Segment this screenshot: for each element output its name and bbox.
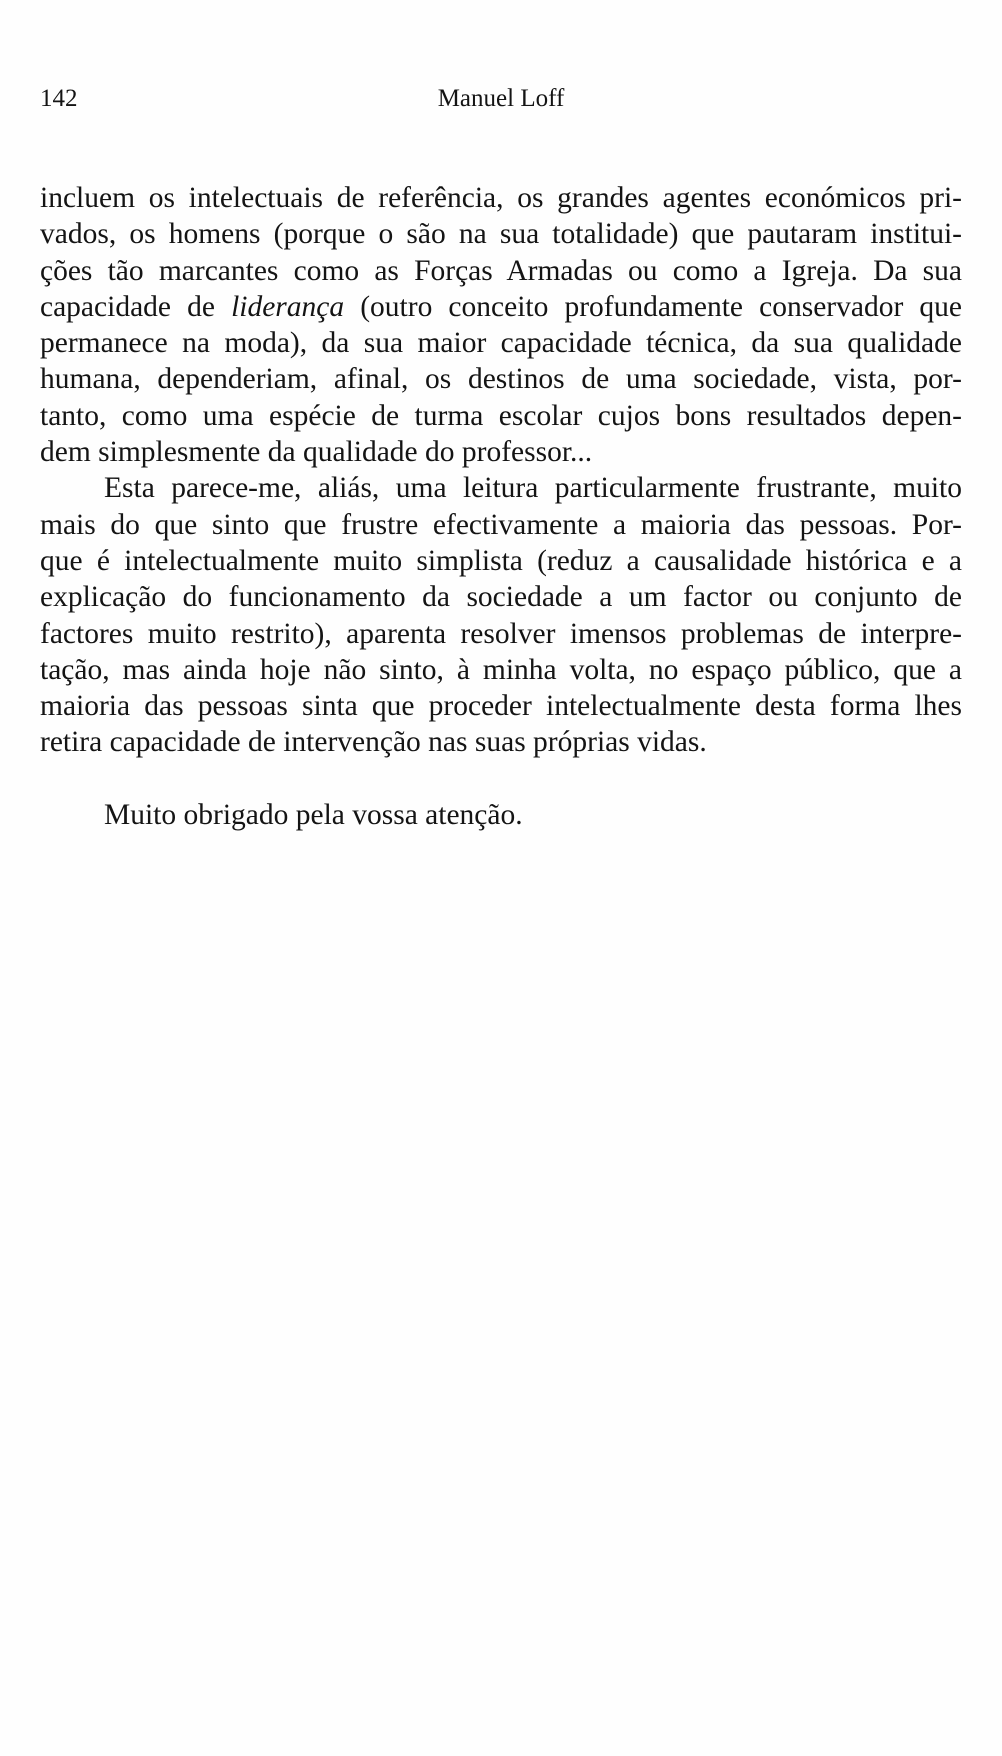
text-line: vados, os homens (porque o são na sua totalidade) que pautaram institui- [40,218,962,251]
closing-line: Muito obrigado pela vossa atenção. [104,798,523,831]
text-line: explicação do funcionamento da sociedade a um factor ou conjunto de [40,581,962,614]
paragraph-2 [40,470,962,760]
page-header [40,84,962,118]
text-line: tanto, como uma espécie de turma escolar cujos bons resultados depen- [40,399,962,432]
text-line: factores muito restrito), aparenta resolver imensos problemas de interpre- [40,617,962,650]
text-line: que é intelectualmente muito simplista (reduz a causalidade histórica e a [40,544,962,577]
text-line-with-italic [40,289,962,325]
text-fragment: capacidade de [40,290,232,323]
body-text [40,180,962,833]
text-fragment: (outro conceito profundamente conservador que [344,290,962,323]
text-line: mais do que sinto que frustre efectivamente a maioria das pessoas. Por- [40,508,962,541]
text-line: permanece na moda), da sua maior capacidade técnica, da sua qualidade [40,327,962,360]
text-line: humana, dependeriam, afinal, os destinos de uma sociedade, vista, por- [40,363,962,396]
closing-paragraph [40,797,962,833]
text-line: incluem os intelectuais de referência, os grandes agentes económicos pri- [40,182,962,214]
paragraph-spacer [40,761,962,797]
text-line: ções tão marcantes como as Forças Armadas ou como a Igreja. Da sua [40,254,962,287]
text-line: Esta parece-me, aliás, uma leitura particularmente frustrante, muito [104,472,962,505]
italic-term: liderança [231,290,345,323]
paragraph-1 [40,180,962,470]
text-line: tação, mas ainda hoje não sinto, à minha volta, no espaço público, que a [40,653,962,686]
running-head: Manuel Loff [437,85,565,112]
text-line: maioria das pessoas sinta que proceder intelectualmente desta forma lhes [40,690,962,723]
text-line: retira capacidade de intervenção nas suas próprias vidas. [40,726,707,759]
text-line: dem simplesmente da qualidade do professor... [40,436,593,469]
page-number: 142 [40,85,78,112]
